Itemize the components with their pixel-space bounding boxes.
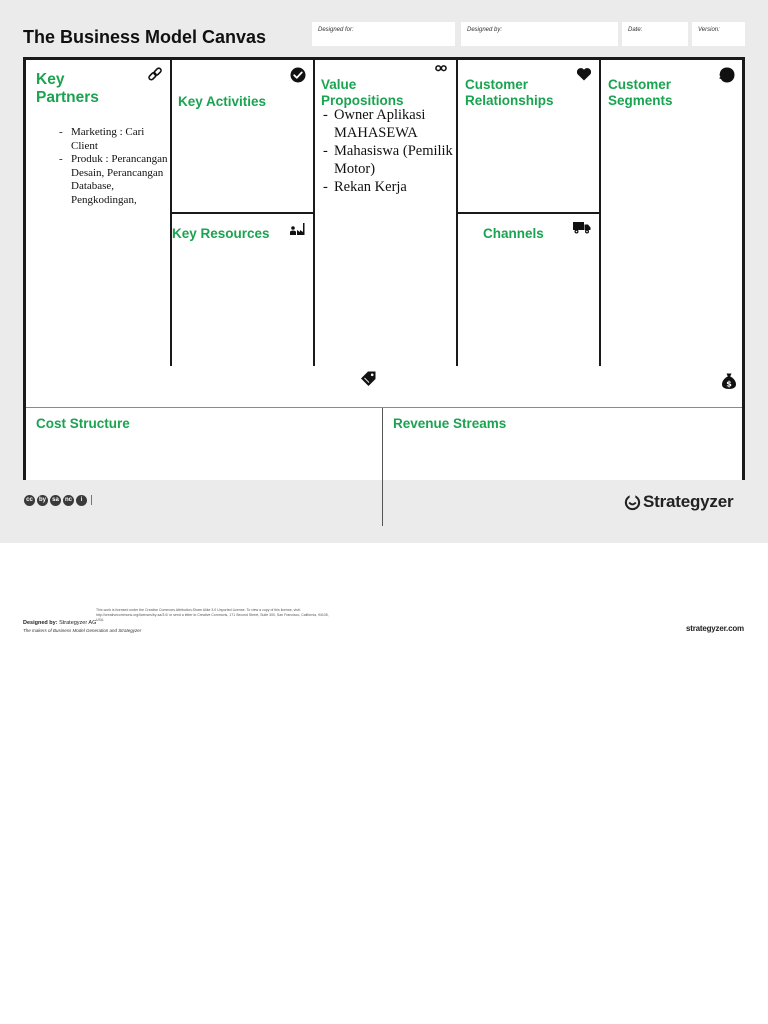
date-label: Date: bbox=[628, 27, 643, 33]
list-item: - Owner Aplikasi MAHASEWA bbox=[323, 106, 453, 142]
svg-text:$: $ bbox=[726, 379, 732, 389]
divider bbox=[456, 212, 599, 214]
channels-title: Channels bbox=[483, 226, 544, 241]
list-item: - Marketing : Cari Client bbox=[59, 126, 171, 153]
divider bbox=[26, 407, 742, 408]
attribution-icon: by bbox=[37, 495, 48, 506]
divider bbox=[599, 60, 601, 366]
designed-by-credit bbox=[23, 620, 96, 626]
money-bag-icon bbox=[720, 372, 738, 390]
key-partners-title: Key Partners bbox=[36, 71, 99, 106]
designed-for-field[interactable] bbox=[312, 22, 455, 46]
divider bbox=[170, 212, 313, 214]
cc-license-icon: cc bbox=[24, 495, 35, 506]
tagline: The makers of Business Model Generation and Strategyzer bbox=[23, 628, 142, 633]
divider bbox=[382, 408, 383, 526]
divider bbox=[313, 60, 315, 366]
share-alike-icon: sa bbox=[50, 495, 61, 506]
date-field[interactable] bbox=[622, 22, 688, 46]
delivery-truck-icon bbox=[572, 218, 592, 236]
gift-icon bbox=[434, 62, 448, 76]
license-text: This work is licensed under the Creative Commons Attribution-Share Alike 3.0 Unported License. To view a copy of this license, visit: http://creativecommons.org/licenses/by-sa/3.0/ or send a letter to Creative Commons, 171 Second Street, Suite 300, San Francisco, California, 94105, USA. bbox=[96, 608, 329, 622]
non-commercial-icon: nc bbox=[63, 495, 74, 506]
version-label: Version: bbox=[698, 27, 720, 33]
checkmark-circle-icon bbox=[289, 66, 307, 84]
info-icon: i bbox=[76, 495, 87, 506]
value-propositions-title: Value Propositions bbox=[321, 77, 404, 108]
link-icon bbox=[146, 66, 164, 84]
designed-by-credit-value: Strategyzer AG bbox=[59, 620, 97, 626]
designed-by-credit-label: Designed by: bbox=[23, 620, 58, 626]
list-item: - Rekan Kerja bbox=[323, 178, 453, 196]
designed-by-field[interactable] bbox=[461, 22, 618, 46]
key-activities-title: Key Activities bbox=[178, 94, 267, 109]
brand-name: Strategyzer bbox=[643, 492, 734, 511]
strategyzer-logo[interactable] bbox=[624, 492, 733, 512]
website-link[interactable]: strategyzer.com bbox=[686, 624, 744, 633]
heart-icon bbox=[575, 65, 593, 83]
designed-for-label: Designed for: bbox=[318, 27, 354, 33]
designed-by-label: Designed by: bbox=[467, 27, 503, 33]
revenue-streams-title: Revenue Streams bbox=[393, 416, 507, 431]
customer-relationships-title: Customer Relationships bbox=[465, 77, 554, 108]
business-model-canvas bbox=[23, 57, 745, 480]
version-field[interactable] bbox=[692, 22, 745, 46]
value-propositions-list bbox=[323, 106, 453, 196]
user-head-icon bbox=[718, 66, 736, 84]
price-tag-icon bbox=[360, 370, 378, 388]
list-item: - Mahasiswa (Pemilik Motor) bbox=[323, 142, 453, 178]
page-title: The Business Model Canvas bbox=[23, 27, 267, 47]
strategyzer-smile-icon bbox=[624, 494, 641, 511]
key-resources-title: Key Resources bbox=[172, 226, 270, 241]
list-item: - Produk : Perancangan Desain, Perancangan Database, Pengkodingan, bbox=[59, 153, 171, 207]
key-partners-list bbox=[59, 126, 171, 207]
license-icons bbox=[24, 494, 87, 506]
divider bbox=[91, 495, 92, 505]
cost-structure-title: Cost Structure bbox=[36, 416, 130, 431]
factory-worker-icon bbox=[288, 219, 306, 237]
customer-segments-title: Customer Segments bbox=[608, 77, 673, 108]
